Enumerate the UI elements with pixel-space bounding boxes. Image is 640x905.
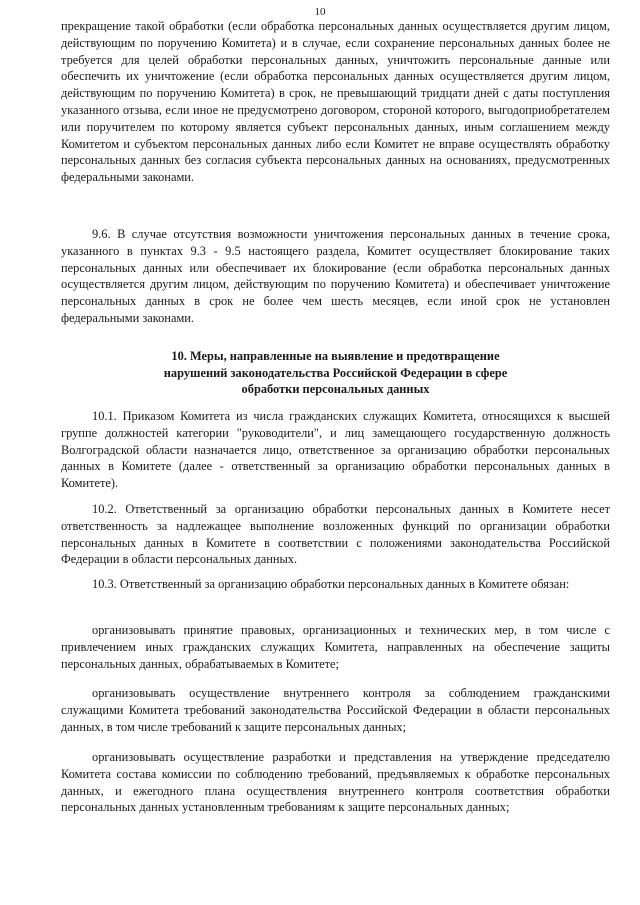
- paragraph-10-2: 10.2. Ответственный за организацию обработки персональных данных в Комитете несет ответственность за надлежащее выполнение возложенных функций по организации обработки персональных данных в Комитете в соответствии с положениями законодательства Российской Федерации в области персональных данных.: [61, 502, 610, 567]
- section-heading-line-1: 10. Меры, направленные на выявление и предотвращение: [171, 349, 500, 363]
- paragraph-10-3: 10.3. Ответственный за организацию обработки персональных данных в Комитете обязан:: [92, 577, 570, 591]
- section-heading-line-2: нарушений законодательства Российской Федерации в сфере: [163, 365, 508, 380]
- paragraph-continuation: прекращение такой обработки (если обработка персональных данных осуществляется другим лицом, действующим по поручению Комитета) и в случае, если сохранение персональных данных более не требуется для целей обработки персональных данных, уничтожить персональные данные или обеспечить их уничтожение (если обработка персональных данных осуществляется другим лицом, действующим по поручению Комитета) в срок, не превышающий тридцати дней с даты поступления указанного отзыва, если иное не предусмотрено договором, стороной которого, выгодоприобретателем или поручителем по которому является субъект персональных данных, иным соглашением между Комитетом и субъектом персональных данных либо если Комитет не вправе осуществлять обработку персональных данных без согласия субъекта персональных данных на основаниях, предусмотренных федеральными законами.: [61, 19, 610, 185]
- duty-item-internal-control: организовывать осуществление внутреннего контроля за соблюдением гражданскими служащими Комитета требований законодательства Российской Федерации в области персональных данных, в том числе требований к защите персональных данных;: [61, 686, 610, 734]
- duty-item-commission-plan: организовывать осуществление разработки и представления на утверждение председателю Комитета состава комиссии по соблюдению требований, предъявляемых к обработке персональных данных, и ежегодного плана осуществления внутреннего контроля соответствия обработки персональных данных установленным требованиям к защите персональных данных;: [61, 750, 610, 815]
- paragraph-10-1: 10.1. Приказом Комитета из числа гражданских служащих Комитета, относящихся к высшей группе должностей категории "руководители", и лиц замещающего государственную должность Волгоградской области назначается лицо, ответственное за организацию обработки персональных данных в Комитете (далее - ответственный за организацию обработки персональных данных в Комитете).: [61, 409, 610, 491]
- page-number: 10: [314, 6, 326, 18]
- duty-item-protective-measures: организовывать принятие правовых, организационных и технических мер, в том числе с привлечением иных гражданских служащих Комитета, направленных на обеспечение защиты персональных данных, обрабатываемых в Комитете;: [61, 623, 610, 671]
- section-heading: [61, 348, 610, 398]
- paragraph-9-6: 9.6. В случае отсутствия возможности уничтожения персональных данных в течение срока, указанного в пунктах 9.3 - 9.5 настоящего раздела, Комитет осуществляет блокирование таких персональных данных или обеспечивает их блокирование (если обработка персональных данных осуществляется другим лицом, действующим по поручению Комитета) и обеспечивает уничтожение персональных данных в срок не более чем шесть месяцев, если иной срок не установлен федеральными законами.: [61, 227, 610, 325]
- section-heading-line-3: обработки персональных данных: [241, 382, 430, 397]
